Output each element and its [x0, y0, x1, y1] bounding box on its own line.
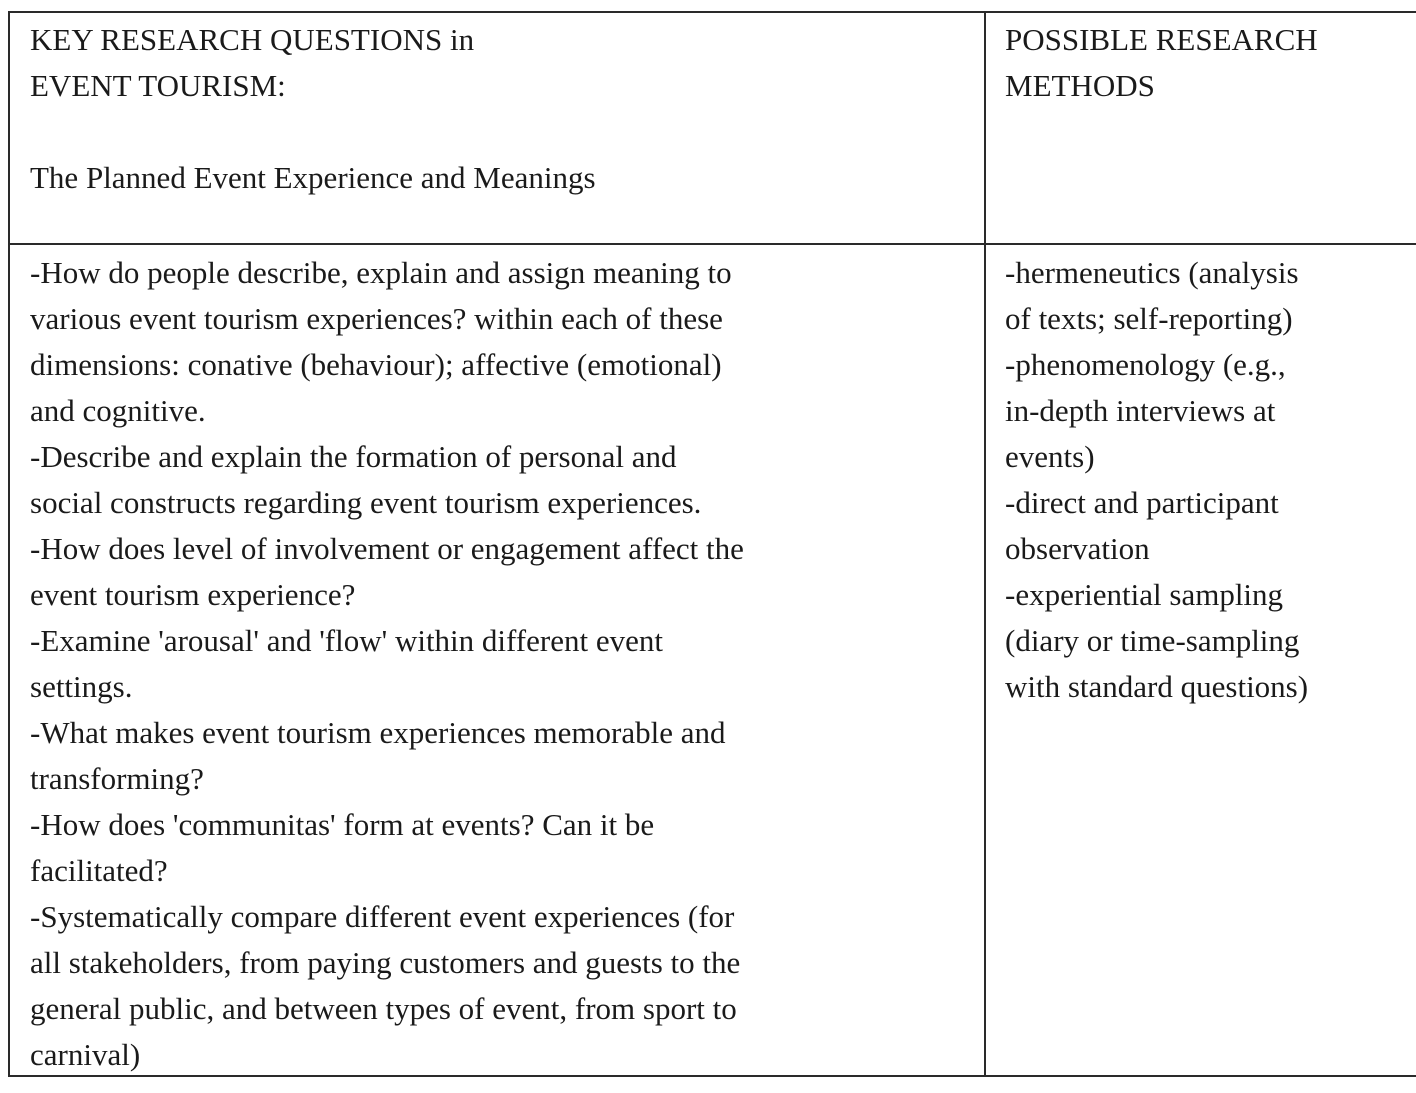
question-line: dimensions: conative (behaviour); affective (emotional) — [30, 347, 722, 382]
question-line: -What makes event tourism experiences memorable and — [30, 715, 726, 750]
questions-body-cell — [30, 250, 744, 1078]
questions-subtitle: The Planned Event Experience and Meanings — [30, 160, 596, 195]
method-line: with standard questions) — [1005, 669, 1309, 704]
row-divider — [10, 243, 1416, 245]
method-line: events) — [1005, 439, 1095, 474]
methods-title-line: METHODS — [1005, 68, 1155, 103]
questions-header-cell — [30, 17, 596, 201]
question-line: and cognitive. — [30, 393, 206, 428]
question-line: -Describe and explain the formation of personal and — [30, 439, 677, 474]
question-line: transforming? — [30, 761, 204, 796]
column-divider — [984, 13, 986, 1075]
question-line: -Examine 'arousal' and 'flow' within different event — [30, 623, 663, 658]
question-line: facilitated? — [30, 853, 168, 888]
question-line: -How do people describe, explain and assign meaning to — [30, 255, 732, 290]
question-line: settings. — [30, 669, 133, 704]
question-line: all stakeholders, from paying customers and guests to the — [30, 945, 741, 980]
question-line: -How does level of involvement or engagement affect the — [30, 531, 744, 566]
questions-title-line: EVENT TOURISM: — [30, 68, 286, 103]
questions-title-line: KEY RESEARCH QUESTIONS in — [30, 22, 475, 57]
method-line: in-depth interviews at — [1005, 393, 1276, 428]
method-line: -phenomenology (e.g., — [1005, 347, 1286, 382]
question-line: various event tourism experiences? within each of these — [30, 301, 723, 336]
question-line: general public, and between types of event, from sport to — [30, 991, 737, 1026]
methods-header-cell — [1005, 17, 1318, 109]
question-line: event tourism experience? — [30, 577, 356, 612]
methods-body-cell — [1005, 250, 1308, 710]
method-line: -direct and participant — [1005, 485, 1279, 520]
methods-title-line: POSSIBLE RESEARCH — [1005, 22, 1318, 57]
research-table — [8, 11, 1416, 1077]
question-line: carnival) — [30, 1037, 141, 1072]
question-line: -How does 'communitas' form at events? Can it be — [30, 807, 655, 842]
question-line: social constructs regarding event tourism experiences. — [30, 485, 702, 520]
method-line: of texts; self-reporting) — [1005, 301, 1293, 336]
method-line: (diary or time-sampling — [1005, 623, 1300, 658]
method-line: observation — [1005, 531, 1150, 566]
question-line: -Systematically compare different event experiences (for — [30, 899, 735, 934]
method-line: -hermeneutics (analysis — [1005, 255, 1299, 290]
method-line: -experiential sampling — [1005, 577, 1284, 612]
